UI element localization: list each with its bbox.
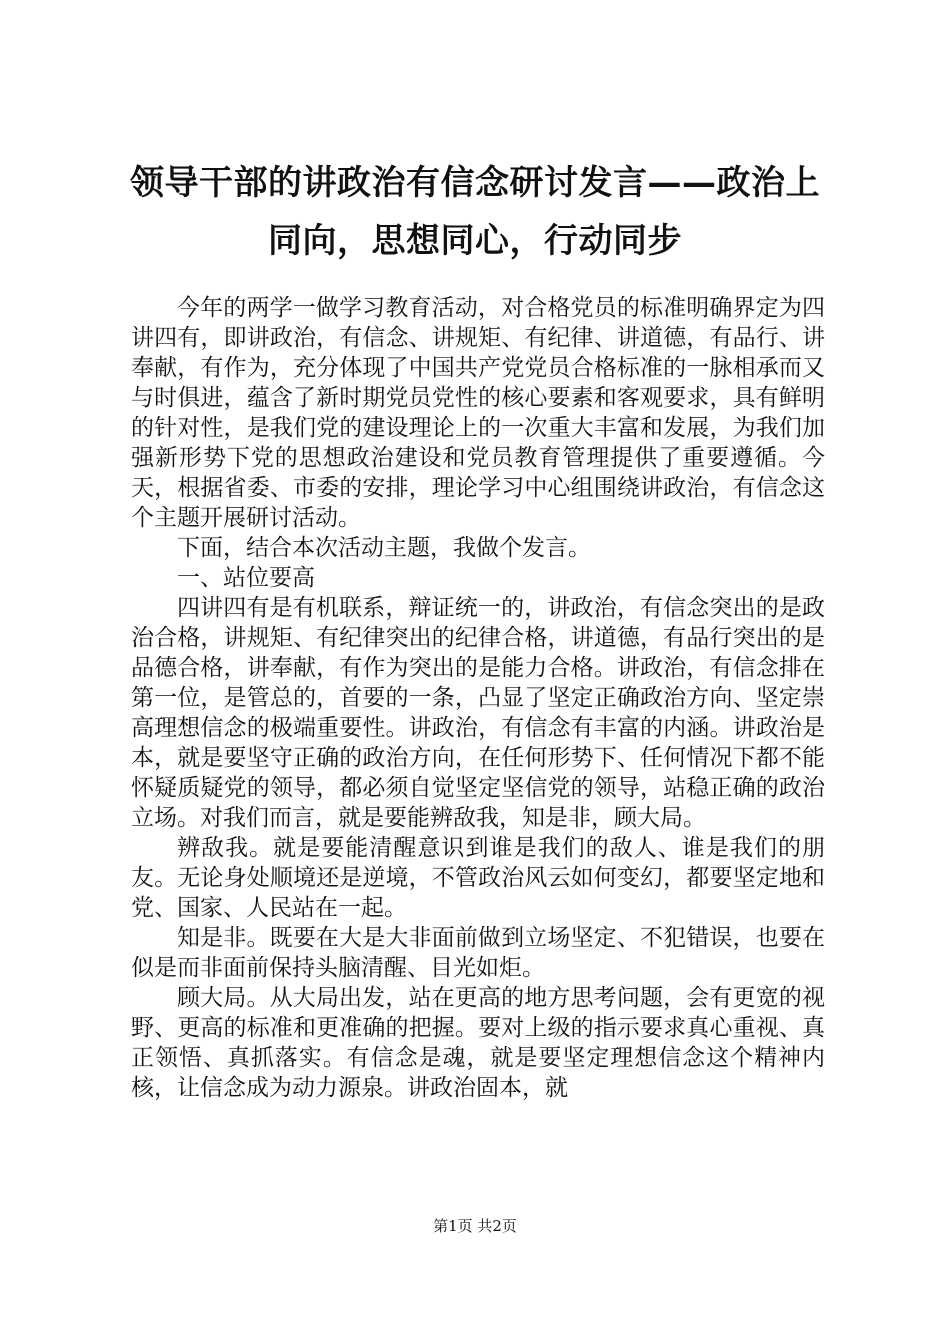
paragraph-distinguish: 辨敌我。就是要能清醒意识到谁是我们的敌人、谁是我们的朋友。无论身处顺境还是逆境，不管政治风云如何变幻，都要坚定地和党、国家、人民站在一起。 bbox=[131, 835, 825, 921]
paragraph-lead-in: 下面，结合本次活动主题，我做个发言。 bbox=[177, 535, 591, 561]
section-heading: 一、站位要高 bbox=[177, 565, 315, 591]
document-body bbox=[131, 293, 825, 1103]
page-footer: 第1页 共2页 bbox=[433, 1217, 517, 1235]
paragraph-intro: 今年的两学一做学习教育活动，对合格党员的标准明确界定为四讲四有，即讲政治，有信念、讲规矩、有纪律、讲道德，有品行、讲奉献，有作为，充分体现了中国共产党党员合格标准的一脉相承而又与时俱进，蕴含了新时期党员党性的核心要素和客观要求，具有鲜明的针对性，是我们党的建设理论上的一次重大丰富和发展，为我们加强新形势下党的思想政治建设和党员教育管理提供了重要遵循。今天，根据省委、市委的安排，理论学习中心组围绕讲政治，有信念这个主题开展研讨活动。 bbox=[131, 295, 825, 531]
document-title-line-2: 同向，思想同心，行动同步 bbox=[268, 221, 682, 261]
document-title-line-1: 领导干部的讲政治有信念研讨发言——政治上 bbox=[130, 163, 820, 203]
paragraph-right-wrong: 知是非。既要在大是大非面前做到立场坚定、不犯错误，也要在似是而非面前保持头脑清醒、目光如炬。 bbox=[131, 925, 825, 981]
paragraph-big-picture: 顾大局。从大局出发，站在更高的地方思考问题，会有更宽的视野、更高的标准和更准确的把握。要对上级的指示要求真心重视、真正领悟、真抓落实。有信念是魂，就是要坚定理想信念这个精神内核，让信念成为动力源泉。讲政治固本，就 bbox=[131, 985, 825, 1101]
paragraph-four-speaks: 四讲四有是有机联系，辩证统一的，讲政治，有信念突出的是政治合格，讲规矩、有纪律突出的纪律合格，讲道德，有品行突出的是品德合格，讲奉献，有作为突出的是能力合格。讲政治，有信念排在第一位，是管总的，首要的一条，凸显了坚定正确政治方向、坚定崇高理想信念的极端重要性。讲政治，有信念有丰富的内涵。讲政治是本，就是要坚守正确的政治方向，在任何形势下、任何情况下都不能怀疑质疑党的领导，都必须自觉坚定坚信党的领导，站稳正确的政治立场。对我们而言，就是要能辨敌我，知是非，顾大局。 bbox=[131, 595, 825, 831]
